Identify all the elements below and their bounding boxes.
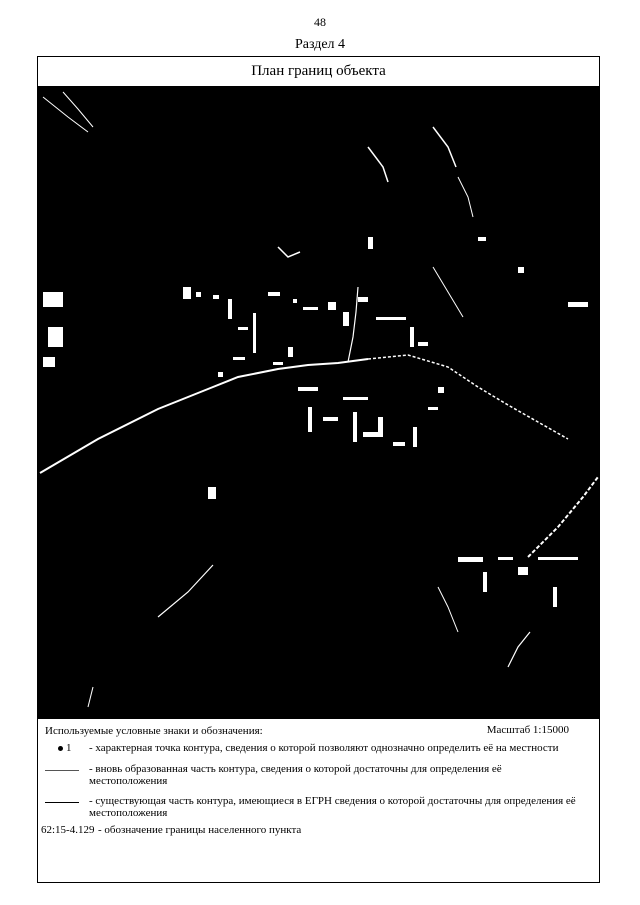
plan-title: План границ объекта	[38, 57, 599, 87]
legend-item-text: - характерная точка контура, сведения о которой позволяют однозначно определить её на местности	[89, 742, 559, 754]
thin-line-icon	[45, 770, 79, 771]
map-scale: Масштаб 1:15000	[486, 724, 569, 736]
thick-line-icon	[45, 802, 79, 803]
settlement-code: 62:15-4.129	[41, 824, 95, 836]
legend-item-text: - существующая часть контура, имеющиеся в ЕГРН сведения о которой достаточны для определения её местоположения	[89, 795, 576, 819]
map-imagery	[38, 87, 599, 719]
aerial-map	[38, 87, 599, 719]
page-number: 48	[314, 15, 326, 29]
legend-item-text: - вновь образованная часть контура, сведения о которой достаточны для определения её местоположения	[89, 763, 502, 787]
boundary-point-icon	[58, 746, 63, 751]
section-title: Раздел 4	[294, 37, 346, 52]
point-label: 1	[66, 742, 72, 754]
plan-frame	[37, 56, 600, 883]
legend-title: Используемые условные знаки и обозначения:	[45, 725, 263, 737]
legend-item-text: - обозначение границы населенного пункта	[98, 824, 302, 836]
